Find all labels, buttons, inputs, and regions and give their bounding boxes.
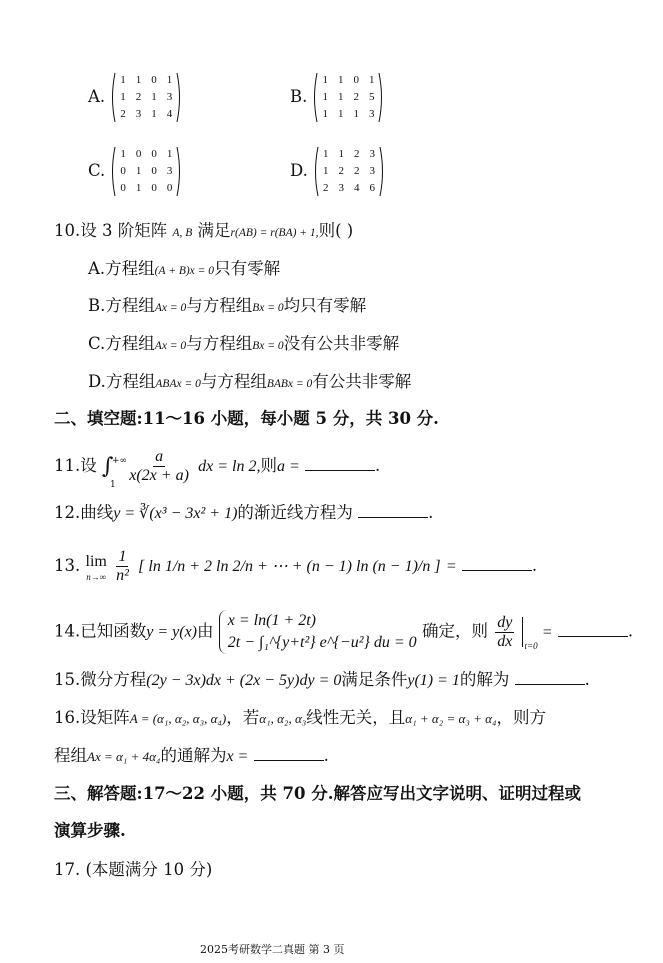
matrix-brackets bbox=[313, 146, 385, 197]
matrix-brackets bbox=[110, 72, 182, 123]
question-10-option-d[interactable]: D.方程组ABAx = 0与方程组BABx = 0有公共非零解 bbox=[88, 372, 412, 391]
option-9-b[interactable] bbox=[290, 72, 384, 123]
question-10-option-b[interactable]: B.方程组Ax = 0与方程组Bx = 0均只有零解 bbox=[88, 296, 367, 315]
question-17: 17. (本题满分 10 分) bbox=[54, 860, 213, 879]
section-3-heading-line-2: 演算步骤. bbox=[54, 821, 126, 840]
option-label: B. bbox=[290, 87, 308, 106]
question-10-stem: 10.设 3 阶矩阵 A, B 满足r(AB) = r(BA) + 1,则( ) bbox=[54, 221, 354, 240]
right-paren bbox=[379, 73, 382, 122]
answer-blank[interactable] bbox=[462, 555, 532, 571]
option-9-d[interactable] bbox=[290, 146, 385, 197]
option-9-a[interactable] bbox=[88, 72, 182, 123]
section-3-heading-line-1: 三、解答题:17～22 小题，共 70 分.解答应写出文字说明、证明过程或 bbox=[54, 784, 581, 803]
matrix-c: 1 0 0 1 0 1 0 3 0 1 0 0 bbox=[110, 146, 182, 197]
right-paren bbox=[177, 73, 180, 122]
matrix-b: 1 1 0 1 1 1 2 5 1 1 1 3 bbox=[312, 72, 384, 123]
question-12: 12.曲线y = ∛(x³ − 3x² + 1)的渐近线方程为 . bbox=[54, 503, 434, 522]
question-11: 11.设 ∫ +∞ 1 $\frac{a}{x(2x + a)}$ dx = ln 2,则a = . bbox=[54, 448, 381, 490]
question-13: 13. lim n→∞ $\frac{1}{\text{n²}}$ [ ln 1/n + 2 ln 2/n + ⋯ + (n − 1) ln (n − 1)/n ] = . bbox=[54, 548, 538, 584]
question-14: 14.已知函数y = y(x)由 x = ln(1 + 2t) 2t − ∫₁^{y+t²} e^{−u²} du = 0 确定，则 $\frac{dy}{dx}$ t=0 = . bbox=[54, 610, 633, 654]
option-9-c[interactable] bbox=[88, 146, 182, 197]
matrix-a: 1 1 0 1 1 2 1 3 2 3 1 4 bbox=[110, 72, 182, 123]
left-paren bbox=[315, 73, 318, 122]
option-label: A. bbox=[88, 87, 106, 106]
matrix-brackets bbox=[110, 146, 182, 197]
left-paren bbox=[113, 73, 116, 122]
answer-blank[interactable] bbox=[558, 621, 628, 637]
question-16-line-1: 16.设矩阵A = (α₁, α₂, α₃, α₄)，若α₁, α₂, α₃线性无关，且α₁ + α₂ = α₃ + α₄，则方 bbox=[54, 708, 546, 727]
integral-sign: ∫ +∞ 1 bbox=[102, 453, 128, 490]
question-15: 15.微分方程(2y − 3x)dx + (2x − 5y)dy = 0满足条件y(1) = 1的解为 . bbox=[54, 670, 590, 689]
matrix-brackets bbox=[312, 72, 384, 123]
left-paren bbox=[113, 147, 116, 196]
right-paren bbox=[380, 147, 383, 196]
answer-blank[interactable] bbox=[515, 669, 585, 685]
answer-blank[interactable] bbox=[254, 745, 324, 761]
right-paren bbox=[177, 147, 180, 196]
limit: lim n→∞ bbox=[85, 553, 107, 582]
answer-blank[interactable] bbox=[305, 455, 375, 471]
option-label: D. bbox=[290, 161, 308, 180]
left-paren bbox=[315, 147, 318, 196]
system-of-equations: x = ln(1 + 2t) 2t − ∫₁^{y+t²} e^{−u²} du = 0 bbox=[219, 610, 417, 654]
matrix-d: 1 1 2 3 1 2 2 3 2 3 4 6 bbox=[313, 146, 385, 197]
answer-blank[interactable] bbox=[358, 502, 428, 518]
question-10-option-c[interactable]: C.方程组Ax = 0与方程组Bx = 0没有公共非零解 bbox=[88, 334, 400, 353]
section-2-heading: 二、填空题:11～16 小题，每小题 5 分，共 30 分. bbox=[54, 409, 439, 428]
fraction: $\frac{a}{x(2x + a)}$ bbox=[129, 448, 189, 484]
derivative: $\frac{dy}{dx}$ bbox=[497, 613, 513, 650]
evaluation-bar: t=0 bbox=[522, 617, 523, 647]
question-10-option-a[interactable]: A.方程组(A + B)x = 0只有零解 bbox=[88, 259, 281, 278]
page-footer: 2025考研数学二真题 第 3 页 bbox=[200, 943, 345, 956]
fraction: $\frac{1}{\text{n²}}$ bbox=[116, 548, 129, 584]
question-16-line-2: 程组Ax = α₁ + 4α₄的通解为x = . bbox=[54, 746, 329, 765]
option-label: C. bbox=[88, 161, 106, 180]
